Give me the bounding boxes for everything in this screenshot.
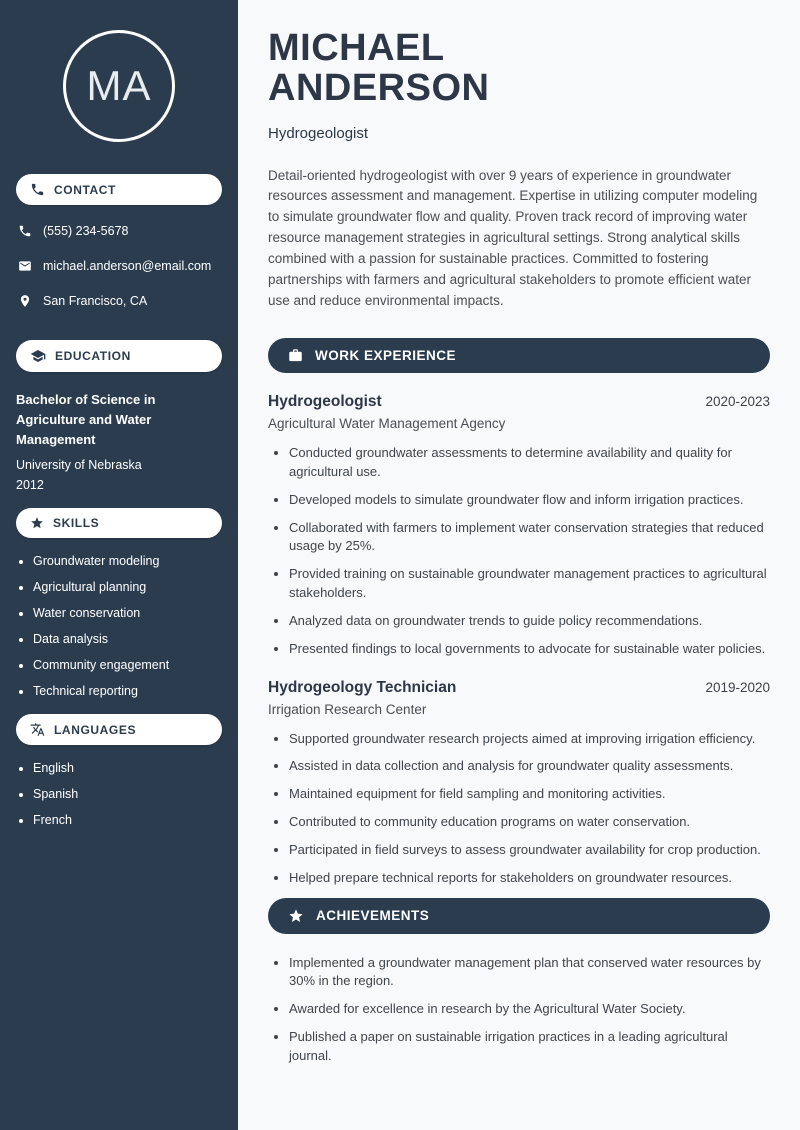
languages-list [33, 761, 222, 827]
job-bullet: • Developed models to simulate groundwater flow and inform irrigation practices. [289, 491, 770, 510]
job-bullet: • Analyzed data on groundwater trends to guide policy recommendations. [289, 612, 770, 631]
location-pin-icon [18, 293, 32, 313]
job-bullet: • Collaborated with farmers to implement water conservation strategies that reduced usage by 25%. [289, 519, 770, 557]
skill-item: • Technical reporting [33, 684, 222, 698]
achievement-item: • Published a paper on sustainable irrigation practices in a leading agricultural journal. [289, 1028, 770, 1066]
skill-item: • Groundwater modeling [33, 554, 222, 568]
job-bullet: • Maintained equipment for field sampling and monitoring activities. [289, 785, 770, 804]
job-dates: 2019-2020 [705, 679, 770, 695]
star-icon [288, 908, 304, 924]
education-entry [0, 388, 238, 508]
professional-summary: Detail-oriented hydrogeologist with over 9 years of experience in groundwater resources assessment and management. Expertise in utilizing computer modeling to simulate groundwater flow and quality. Proven track record of improving water resource management strategies in agricultural settings. Strong analytical skills combined with a passion for sustainable practices. Committed to fostering partnerships with farmers and agricultural stakeholders to promote efficient water use and reduce environmental impacts. [268, 167, 758, 309]
achievement-item: • Implemented a groundwater management plan that conserved water resources by 30% in the region. [289, 954, 770, 992]
language-item: • French [33, 813, 222, 827]
job-bullet: • Participated in field surveys to assess groundwater availability for crop production. [289, 841, 770, 860]
work-experience-section-header [268, 338, 770, 373]
phone-icon [18, 223, 32, 243]
skill-item: • Agricultural planning [33, 580, 222, 594]
achievement-item: • Awarded for excellence in research by the Agricultural Water Society. [289, 1000, 770, 1019]
contact-list [0, 221, 238, 340]
contact-email [18, 258, 220, 278]
phone-icon [30, 182, 45, 197]
achievements-list [268, 954, 770, 1066]
job-bullet: • Supported groundwater research projects aimed at improving irrigation efficiency. [289, 730, 770, 749]
job-bullet-list [268, 730, 770, 888]
job-dates: 2020-2023 [705, 393, 770, 409]
education-school: University of Nebraska [16, 458, 142, 473]
achievements-section-title: ACHIEVEMENTS [316, 908, 430, 924]
skills-section-header [16, 508, 222, 538]
job-bullet: • Presented findings to local governments to advocate for sustainable water policies. [289, 640, 770, 659]
education-degree: Bachelor of Science in Agriculture and Water Management [16, 391, 156, 447]
skills-list [33, 554, 222, 698]
candidate-job-title: Hydrogeologist [268, 124, 369, 142]
job-title: Hydrogeology Technician [268, 678, 457, 696]
mail-icon [18, 258, 32, 278]
contact-location-value: San Francisco, CA [43, 293, 148, 308]
job-company: Irrigation Research Center [268, 701, 427, 717]
main-content [238, 0, 800, 1130]
contact-section-header [16, 174, 222, 205]
job-entry [268, 679, 770, 888]
languages-section-title: LANGUAGES [54, 722, 137, 737]
job-company: Agricultural Water Management Agency [268, 415, 506, 431]
avatar-initials: MA [86, 62, 152, 109]
job-bullet-list [268, 444, 770, 659]
skill-item: • Water conservation [33, 606, 222, 620]
languages-section-header [16, 714, 222, 745]
work-experience-section-title: WORK EXPERIENCE [315, 347, 457, 363]
job-bullet: • Conducted groundwater assessments to determine availability and quality for agricultural use. [289, 444, 770, 482]
skill-item: • Community engagement [33, 658, 222, 672]
graduation-cap-icon [30, 348, 46, 364]
job-bullet: • Assisted in data collection and analysis for groundwater quality assessments. [289, 757, 770, 776]
job-header [268, 393, 770, 411]
candidate-last-name: ANDERSON [268, 67, 490, 110]
job-header [268, 679, 770, 697]
job-bullet: • Provided training on sustainable groundwater management practices to agricultural stakeholders. [289, 565, 770, 603]
contact-email-value: michael.anderson@email.com [43, 258, 212, 273]
contact-phone [18, 223, 220, 243]
contact-section-title: CONTACT [54, 182, 116, 197]
language-item: • Spanish [33, 787, 222, 801]
star-icon [30, 516, 44, 530]
contact-location [18, 293, 220, 313]
job-bullet: • Contributed to community education programs on water conservation. [289, 813, 770, 832]
education-section-header [16, 340, 222, 372]
job-entry [268, 393, 770, 659]
candidate-name [268, 28, 770, 109]
skill-item: • Data analysis [33, 632, 222, 646]
contact-phone-value: (555) 234-5678 [43, 224, 129, 238]
skills-section-title: SKILLS [53, 516, 100, 531]
avatar [63, 30, 175, 142]
translate-icon [30, 722, 45, 737]
language-item: • English [33, 761, 222, 775]
candidate-first-name: MICHAEL [268, 27, 445, 69]
education-section-title: EDUCATION [55, 348, 131, 363]
job-bullet: • Helped prepare technical reports for stakeholders on groundwater resources. [289, 869, 770, 888]
job-title: Hydrogeologist [268, 392, 382, 410]
education-year: 2012 [16, 478, 44, 493]
briefcase-icon [288, 348, 303, 363]
sidebar [0, 0, 238, 1130]
achievements-section-header [268, 898, 770, 934]
